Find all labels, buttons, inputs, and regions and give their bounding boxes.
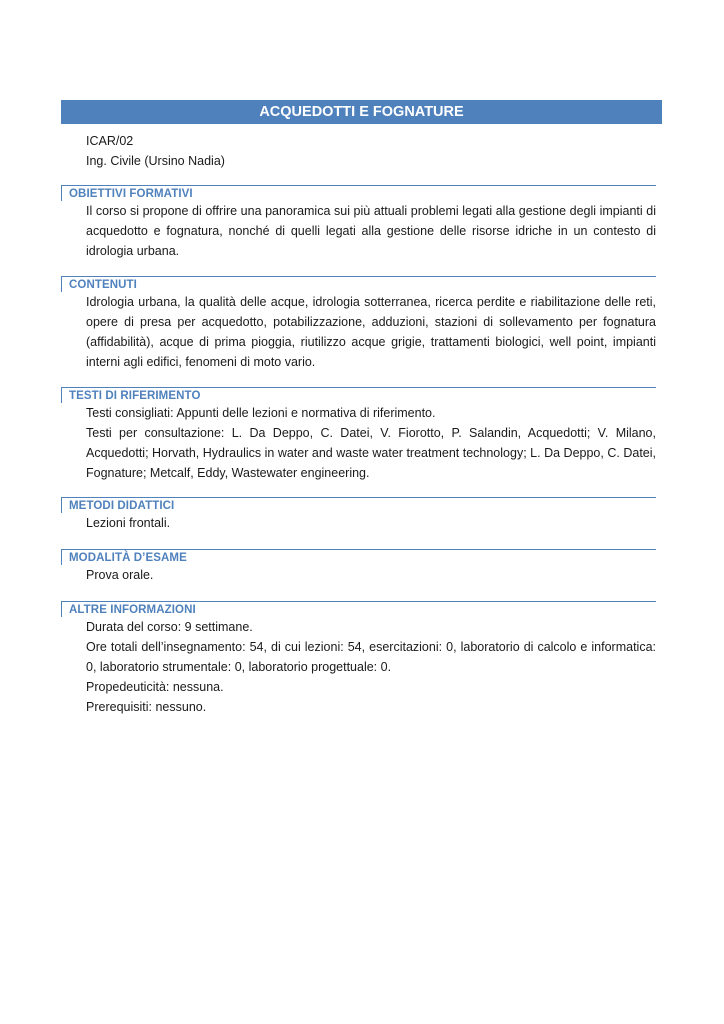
page-title: ACQUEDOTTI E FOGNATURE <box>61 100 662 124</box>
section-heading-frame <box>61 497 656 513</box>
section-heading-frame <box>61 276 656 292</box>
section-paragraph: Testi per consultazione: L. Da Deppo, C. Datei, V. Fiorotto, P. Salandin, Acquedotti; V. Milano, Acquedotti; Horvath, Hydraulics in water and waste water treatment technology; L. Da Deppo, C. Datei, Fognature; Metcalf, Eddy, Wastewater engineering. <box>86 426 656 480</box>
section-body <box>61 565 656 585</box>
course-code: ICAR/02 <box>86 134 134 148</box>
section-heading: METODI DIDATTICI <box>69 500 175 512</box>
section-body <box>61 201 656 261</box>
section-heading: OBIETTIVI FORMATIVI <box>69 188 193 200</box>
course-meta <box>86 131 225 171</box>
section-paragraph: Prova orale. <box>86 568 154 582</box>
section-paragraph: Ore totali dell’insegnamento: 54, di cui lezioni: 54, esercitazioni: 0, laboratorio di calcolo e informatica: 0, laboratorio strumentale: 0, laboratorio progettuale: 0. <box>86 640 656 674</box>
course-degree-teacher: Ing. Civile (Ursino Nadia) <box>86 154 225 168</box>
section-obiettivi <box>61 185 656 261</box>
section-heading-frame <box>61 387 656 403</box>
section-esame <box>61 549 656 585</box>
section-body <box>61 403 656 483</box>
section-paragraph: Testi consigliati: Appunti delle lezioni e normativa di riferimento. <box>86 406 436 420</box>
section-paragraph: Idrologia urbana, la qualità delle acque, idrologia sotterranea, ricerca perdite e riabilitazione delle reti, opere di presa per acquedotto, potabilizzazione, adduzioni, stazioni di sollevamento per fognatura (affidabilità), acque di prima pioggia, riutilizzo acque grigie, trattamenti biologici, well point, impianti interni agli edifici, fenomeni di moto vario. <box>86 295 656 369</box>
section-heading: ALTRE INFORMAZIONI <box>69 604 196 616</box>
section-altre-info <box>61 601 656 717</box>
section-heading: MODALITÀ D’ESAME <box>69 552 187 564</box>
section-body <box>61 513 656 533</box>
section-paragraph: Prerequisiti: nessuno. <box>86 700 207 714</box>
section-heading-frame <box>61 601 656 617</box>
section-paragraph: Il corso si propone di offrire una panoramica sui più attuali problemi legati alla gestione degli impianti di acquedotto e fognatura, nonché di quelli legati alla gestione delle risorse idriche in un contesto di idrologia urbana. <box>86 204 656 258</box>
section-metodi <box>61 497 656 533</box>
section-heading: CONTENUTI <box>69 279 137 291</box>
section-testi <box>61 387 656 483</box>
section-contenuti <box>61 276 656 372</box>
section-body <box>61 292 656 372</box>
section-heading: TESTI DI RIFERIMENTO <box>69 390 201 402</box>
section-paragraph: Durata del corso: 9 settimane. <box>86 620 253 634</box>
section-body <box>61 617 656 717</box>
section-heading-frame <box>61 185 656 201</box>
section-heading-frame <box>61 549 656 565</box>
section-paragraph: Lezioni frontali. <box>86 516 171 530</box>
section-paragraph: Propedeuticità: nessuna. <box>86 680 224 694</box>
